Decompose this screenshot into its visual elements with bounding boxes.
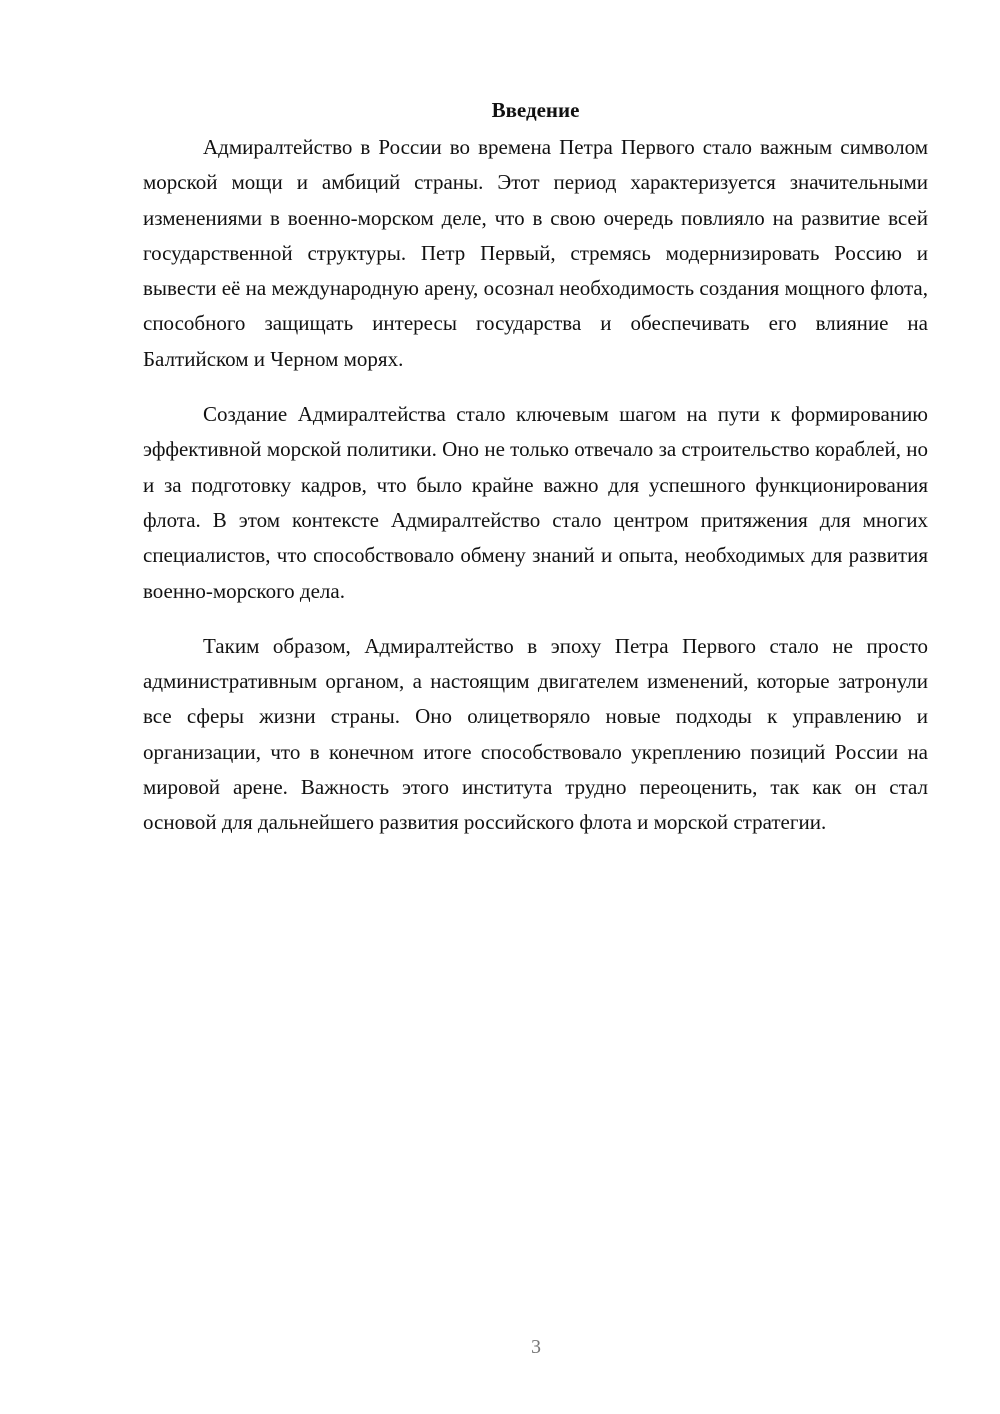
section-title: Введение xyxy=(491,98,580,122)
page-number: 3 xyxy=(531,1336,541,1358)
paragraph-3: Таким образом, Адмиралтейство в эпоху Петра Первого стало не просто административным органом, а настоящим двигателем изменений, которые затронули все сферы жизни страны. Оно олицетворяло новые подходы к управлению и организации, что в конечном итоге способствовало укреплению позиций России на мировой арене. Важность этого института трудно переоценить, так как он стал основой для дальнейшего развития российского флота и морской стратегии. xyxy=(143,633,928,835)
document-body xyxy=(143,95,928,861)
paragraph-2: Создание Адмиралтейства стало ключевым шагом на пути к формированию эффективной морской политики. Оно не только отвечало за строительство кораблей, но и за подготовку кадров, что было крайне важно для успешного функционирования флота. В этом контексте Адмиралтейство стало центром притяжения для многих специалистов, что способствовало обмену знаний и опыта, необходимых для развития военно-морского дела. xyxy=(143,402,928,603)
paragraph-1: Адмиралтейство в России во времена Петра Первого стало важным символом морской мощи и амбиций страны. Этот период характеризуется значительными изменениями в военно-морском деле, что в свою очередь повлияло на развитие всей государственной структуры. Петр Первый, стремясь модернизировать Россию и вывести её на международную арену, осознал необходимость создания мощного флота, способного защищать интересы государства и обеспечивать его влияние на Балтийском и Черном морях. xyxy=(143,135,928,371)
